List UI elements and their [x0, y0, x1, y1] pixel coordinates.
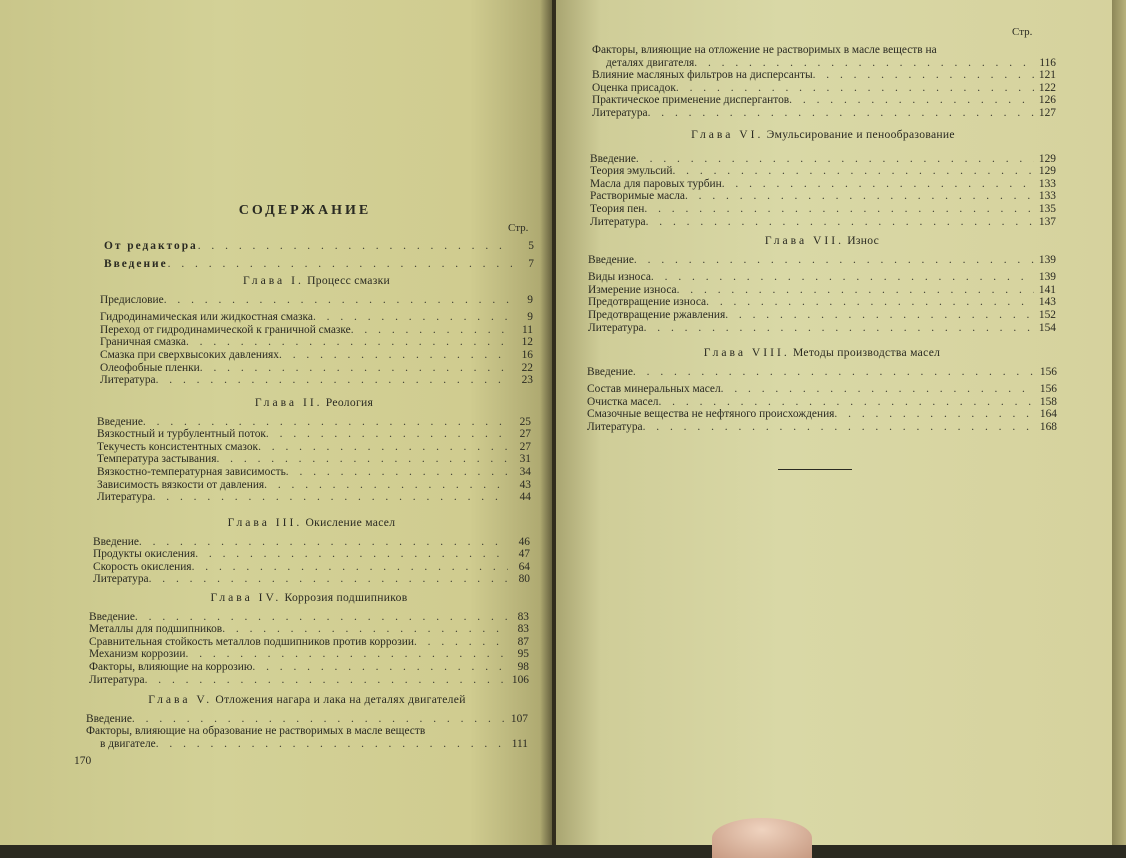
toc-chapter-4: [89, 585, 529, 686]
toc-entry: Введение . . . 129: [590, 153, 1056, 166]
toc-entry: Введение . . . 156: [587, 366, 1057, 379]
toc-entry-continuation: в двигателе . . . 111: [86, 738, 528, 751]
toc-entry: Введение . . . 139: [588, 254, 1056, 267]
chapter-heading: Глава III. Окисление масел: [227, 516, 396, 529]
toc-entry: Факторы, влияющие на коррозию . . . 98: [89, 661, 529, 674]
toc-entry: Гидродинамическая или жидкостная смазка . . . 9: [100, 311, 533, 324]
toc-entry: Факторы, влияющие на образование не растворимых в масле веществ: [86, 725, 426, 738]
toc-entry: Механизм коррозии . . . 95: [89, 648, 529, 661]
toc-entry: Литература . . . 23: [100, 374, 533, 387]
chapter-heading: Глава VI. Эмульсирование и пенообразование: [691, 128, 955, 141]
toc-chapter-6: [590, 122, 1056, 228]
toc-entry: Литература . . . 154: [588, 322, 1056, 335]
toc-entry: Литература . . . 127: [592, 107, 1056, 120]
page-column-header: Стр.: [508, 222, 529, 234]
chapter-heading: Глава V. Отложения нагара и лака на деталях двигателей: [148, 693, 466, 706]
toc-entry: Продукты окисления . . . 47: [93, 548, 530, 561]
toc-entry: Литература . . . 106: [89, 674, 529, 687]
toc-entry: Литература . . . 80: [93, 573, 530, 586]
toc-chapter-2: [97, 390, 531, 504]
toc-entry-continuation: деталях двигателя . . . 116: [592, 57, 1056, 70]
toc-entry: Оценка присадок . . . 122: [592, 82, 1056, 95]
toc-entry: Граничная смазка . . . 12: [100, 336, 533, 349]
toc-entry: Олеофобные пленки . . . 22: [100, 362, 533, 375]
toc-entry: Состав минеральных масел . . . 156: [587, 383, 1057, 396]
toc-entry: Предисловие . . . 9: [100, 294, 533, 307]
toc-entry: Предотвращение износа . . . 143: [588, 296, 1056, 309]
left-page: [0, 0, 552, 845]
page-number: 170: [74, 755, 92, 767]
toc-entry: Литература . . . 137: [590, 216, 1056, 229]
toc-entry: Растворимые масла . . . 133: [590, 190, 1056, 203]
toc-chapter-3: [93, 510, 530, 586]
toc-entry: Введение . . . 25: [97, 416, 531, 429]
toc-chapter-8: [587, 340, 1057, 434]
toc-entry: Литература . . . 44: [97, 491, 531, 504]
toc-entry: Измерение износа . . . 141: [588, 284, 1056, 297]
toc-continued: [592, 44, 1056, 120]
toc-entry: Факторы, влияющие на отложение не растворимых в масле веществ на: [592, 44, 937, 56]
thumb: [712, 818, 812, 858]
right-page: [556, 0, 1118, 845]
toc-entry: Теория пен . . . 135: [590, 203, 1056, 216]
toc-entry: Введение . . . 107: [86, 713, 528, 726]
toc-entry: Текучесть консистентных смазок . . . 27: [97, 441, 531, 454]
toc-entry: Очистка масел . . . 158: [587, 396, 1057, 409]
chapter-heading: Глава II. Реология: [254, 396, 374, 409]
toc-entry: Введение . . . 46: [93, 536, 530, 549]
toc-entry: Переход от гидродинамической к граничной смазке . . . 11: [100, 324, 533, 337]
toc-entry: Введение . . . 7: [104, 258, 534, 271]
end-rule: [778, 469, 852, 470]
toc-front: [104, 240, 534, 270]
toc-entry: Влияние масляных фильтров на дисперсанты . . . 121: [592, 69, 1056, 82]
toc-entry: Металлы для подшипников . . . 83: [89, 623, 529, 636]
chapter-heading: Глава I. Процесс смазки: [242, 274, 391, 287]
toc-chapter-5: [86, 687, 528, 750]
toc-entry: Скорость окисления . . . 64: [93, 561, 530, 574]
toc-entry: Масла для паровых турбин . . . 133: [590, 178, 1056, 191]
toc-entry: Предотвращение ржавления . . . 152: [588, 309, 1056, 322]
chapter-heading: Глава VII. Износ: [764, 234, 880, 247]
chapter-heading: Глава VIII. Методы производства масел: [703, 346, 941, 359]
toc-entry: Литература . . . 168: [587, 421, 1057, 434]
toc-entry: Виды износа . . . 139: [588, 271, 1056, 284]
toc-entry: Сравнительная стойкость металлов подшипников против коррозии . . . 87: [89, 636, 529, 649]
toc-entry: Смазочные вещества не нефтяного происхождения . . . 164: [587, 408, 1057, 421]
toc-chapter-1: [100, 268, 533, 387]
toc-entry: Практическое применение диспергантов . . . 126: [592, 94, 1056, 107]
toc-entry: Вязкостный и турбулентный поток . . . 27: [97, 428, 531, 441]
page-edge: [1112, 0, 1126, 845]
contents-title: СОДЕРЖАНИЕ: [238, 203, 372, 218]
toc-entry: Температура застывания . . . 31: [97, 453, 531, 466]
toc-entry: Вязкостно-температурная зависимость . . . 34: [97, 466, 531, 479]
page-column-header: Стр.: [1012, 26, 1033, 38]
toc-chapter-7: [588, 228, 1056, 334]
toc-entry: Смазка при сверхвысоких давлениях . . . 16: [100, 349, 533, 362]
chapter-heading: Глава IV. Коррозия подшипников: [210, 591, 408, 604]
toc-entry: От редактора . . . 5: [104, 240, 534, 253]
toc-entry: Теория эмульсий . . . 129: [590, 165, 1056, 178]
toc-entry: Зависимость вязкости от давления . . . 43: [97, 479, 531, 492]
toc-entry: Введение . . . 83: [89, 611, 529, 624]
